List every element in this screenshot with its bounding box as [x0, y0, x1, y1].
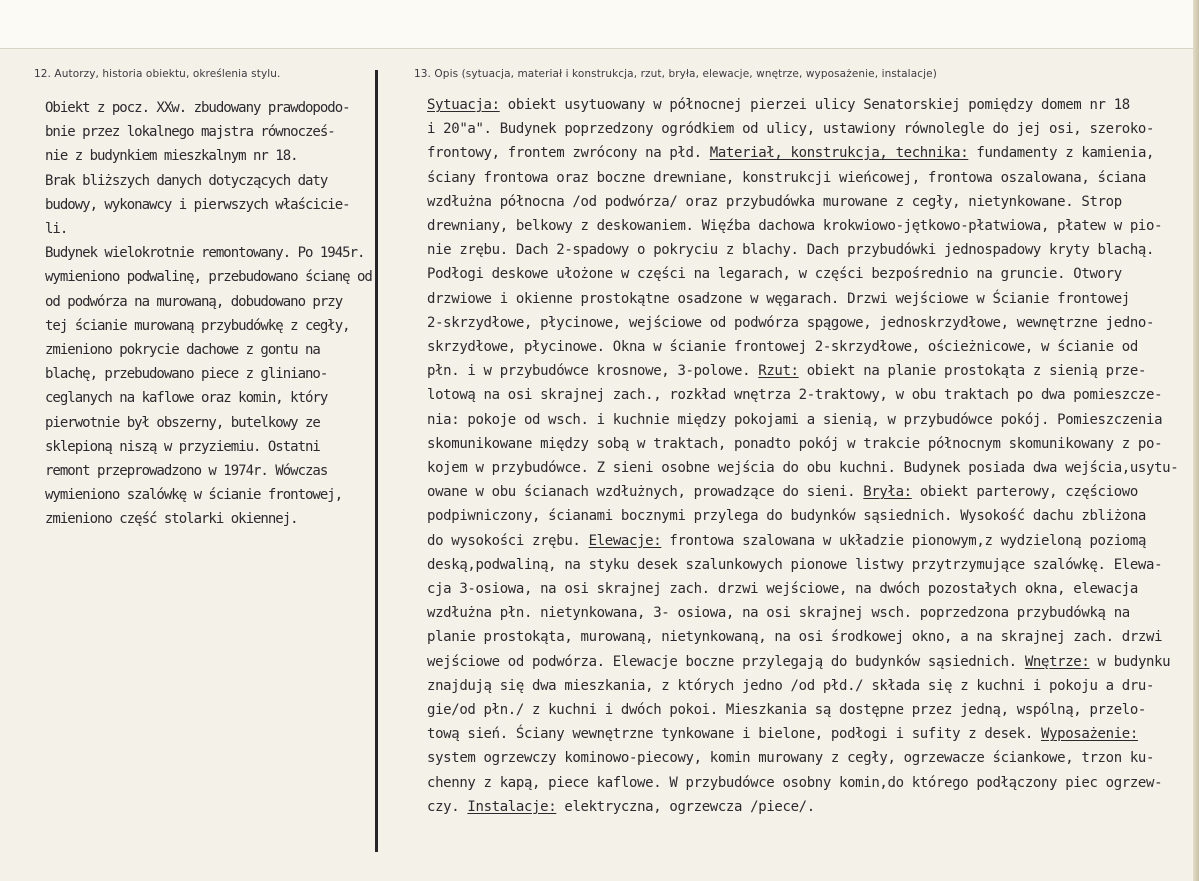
description-text-run: kojem w przybudówce. Z sieni osobne wejścia do obu kuchni. Budynek posiada dwa wejścia,usytu-: [427, 460, 1179, 477]
history-line: Obiekt z pocz. XXw. zbudowany prawdopodo-: [45, 100, 350, 116]
description-line: [427, 480, 1178, 504]
paper-right-edge: [1193, 0, 1199, 881]
description-line: [427, 383, 1178, 407]
description-text-run: wzdłużna płn. nietynkowana, 3- osiowa, na osi skrajnej wsch. poprzedzona przybudówką na: [427, 605, 1130, 622]
history-line: zmieniono pokrycie dachowe z gontu na: [45, 342, 320, 359]
description-text-run: planie prostokąta, murowaną, nietynkowaną, na osi środkowej okno, a na skrajnej zach. drzwi: [427, 629, 1163, 646]
history-line: wymieniono szalówkę w ścianie frontowej,: [45, 487, 343, 504]
history-line: remont przeprowadzono w 1974r. Wówczas: [45, 463, 328, 480]
description-line: [427, 432, 1178, 456]
section-heading: Rzut:: [758, 363, 799, 380]
description-text-run: podpiwniczony, ścianami bocznymi przylega do budynków sąsiednich. Wysokość dachu zbliżona: [427, 508, 1147, 525]
description-line: [427, 190, 1178, 214]
description-text-run: frontowy, frontem zwrócony na płd.: [427, 145, 710, 162]
description-text-run: owane w obu ścianach wzdłużnych, prowadzące do sieni.: [427, 484, 864, 501]
description-line: [427, 746, 1178, 770]
section-13-header: 13. Opis (sytuacja, materiał i konstrukcja, rzut, bryła, elewacje, wnętrze, wyposażenie, instalacje): [414, 68, 937, 80]
section-heading: Instalacje:: [467, 798, 557, 815]
description-line: [427, 359, 1178, 383]
description-text-run: obiekt na planie prostokąta z sienią prze-: [798, 363, 1147, 380]
section-heading: Bryła:: [863, 484, 912, 501]
history-line: zmieniono część stolarki okiennej.: [45, 511, 298, 528]
history-line: budowy, wykonawcy i pierwszych właścicie-: [45, 196, 350, 213]
description-text-run: skomunikowane między sobą w traktach, ponadto pokój w trakcie północnym skomunikowany z po-: [427, 435, 1163, 452]
description-text-run: frontowa szalowana w układzie pionowym,z wydzieloną poziomą: [661, 532, 1147, 549]
description-line: [427, 287, 1178, 311]
description-text-run: obiekt parterowy, częściowo: [911, 484, 1138, 501]
history-line: wymieniono podwalinę, przebudowano ścianę od: [45, 269, 372, 286]
paper-top-edge: [0, 0, 1199, 49]
history-line: ceglanych na kaflowe oraz komin, który: [45, 390, 328, 407]
description-text-run: ściany frontowa oraz boczne drewniane, konstrukcji wieńcowej, frontowa oszalowana, ściana: [427, 169, 1147, 186]
section-heading: Elewacje:: [588, 532, 662, 549]
description-line: [427, 335, 1178, 359]
description-line: [427, 771, 1178, 795]
column-divider: [375, 70, 378, 852]
section-heading: Materiał, konstrukcja, technika:: [709, 145, 969, 162]
description-text-run: chenny z kapą, piece kaflowe. W przybudówce osobny komin,do którego podłączony piec ogrzew-: [427, 774, 1163, 791]
description-line: [427, 238, 1178, 262]
history-line: pierwotnie był obszerny, butelkowy ze: [45, 414, 320, 431]
description-line: [427, 577, 1178, 601]
description-line: [427, 601, 1178, 625]
section-heading: Sytuacja:: [427, 97, 500, 113]
history-line: Budynek wielokrotnie remontowany. Po 1945r.: [45, 245, 365, 262]
description-text-run: drewniany, belkowy z deskowaniem. Więźba dachowa krokwiowo-jętkowo-płatwiowa, płatew w pio-: [427, 218, 1163, 235]
history-line: blachę, przebudowano piece z gliniano-: [45, 366, 328, 383]
description-line: [427, 456, 1178, 480]
description-line: [427, 262, 1178, 286]
description-text: [427, 93, 1178, 819]
description-line: [427, 214, 1178, 238]
description-text-run: w budynku: [1089, 653, 1171, 670]
description-line: [427, 117, 1178, 141]
description-line: [427, 166, 1178, 190]
description-line: [427, 504, 1178, 528]
history-line: nie z budynkiem mieszkalnym nr 18.: [45, 148, 298, 165]
description-text-run: system ogrzewczy kominowo-piecowy, komin murowany z cegły, ogrzewacze ściankowe, trzon ku-: [427, 750, 1155, 767]
section-heading: Wnętrze:: [1024, 653, 1090, 670]
description-text-run: lotową na osi skrajnej zach., rozkład wnętrza 2-traktowy, w obu traktach po dwa pomieszcze-: [427, 387, 1163, 404]
description-text-run: nie zrębu. Dach 2-spadowy o pokryciu z blachy. Dach przybudówki jednospadowy kryty blachą.: [427, 242, 1155, 259]
description-line: [427, 141, 1178, 165]
description-text-run: Podłogi deskowe ułożone w części na legarach, w części bezpośrednio na gruncie. Otwory: [427, 266, 1122, 283]
description-line: [427, 529, 1178, 553]
section-heading: Wyposażenie:: [1040, 726, 1138, 743]
description-text-run: deską,podwaliną, na styku desek szalunkowych pionowe listwy przytrzymujące szalówkę. Elewa-: [427, 556, 1163, 573]
description-text-run: wzdłużna północna /od podwórza/ oraz przybudówka murowane z cegły, nietynkowane. Strop: [427, 193, 1122, 210]
description-text-run: do wysokości zrębu.: [427, 532, 589, 549]
history-line: Brak bliższych danych dotyczących daty: [45, 172, 328, 189]
description-text-run: elektryczna, ogrzewcza /piece/.: [556, 798, 815, 815]
description-line: [427, 93, 1178, 117]
section-12-header: 12. Autorzy, historia obiektu, określenia stylu.: [34, 68, 281, 80]
description-line: [427, 674, 1178, 698]
description-line: [427, 408, 1178, 432]
description-text-run: gie/od płn./ z kuchni i dwóch pokoi. Mieszkania są dostępne przez jedną, wspólną, przelo-: [427, 702, 1147, 719]
history-line: tej ścianie murowaną przybudówkę z cegły,: [45, 317, 350, 334]
history-line: bnie przez lokalnego majstra równocześ-: [45, 124, 335, 141]
description-text-run: cja 3-osiowa, na osi skrajnej zach. drzwi wejściowe, na dwóch pozostałych okna, elewacja: [427, 581, 1138, 598]
description-text-run: płn. i w przybudówce krosnowe, 3-polowe.: [427, 363, 759, 380]
history-line: li.: [45, 221, 68, 238]
description-line: [427, 795, 1178, 819]
description-line: [427, 698, 1178, 722]
history-text: [45, 96, 372, 532]
description-text-run: i 20"a". Budynek poprzedzony ogródkiem od ulicy, ustawiony równolegle do jej osi, szeroko-: [427, 121, 1155, 138]
description-line: [427, 311, 1178, 335]
description-text-run: fundamenty z kamienia,: [968, 145, 1155, 162]
description-text-run: skrzydłowe, płycinowe. Okna w ścianie frontowej 2-skrzydłowe, ościeżnicowe, w ścianie od: [427, 339, 1138, 356]
description-line: [427, 722, 1178, 746]
description-line: [427, 553, 1178, 577]
description-text-run: tową sień. Ściany wewnętrzne tynkowane i bielone, podłogi i sufity z desek.: [427, 726, 1041, 743]
description-text-run: obiekt usytuowany w północnej pierzei ulicy Senatorskiej pomiędzy domem nr 18: [499, 97, 1130, 113]
description-text-run: 2-skrzydłowe, płycinowe, wejściowe od podwórza spągowe, jednoskrzydłowe, wewnętrzne jedno-: [427, 314, 1155, 331]
description-text-run: wejściowe od podwórza. Elewacje boczne przylegają do budynków sąsiednich.: [427, 653, 1025, 670]
description-text-run: nia: pokoje od wsch. i kuchnie między pokojami a sienią, w przybudówce pokój. Pomieszczenia: [427, 411, 1163, 428]
description-text-run: znajdują się dwa mieszkania, z których jedno /od płd./ składa się z kuchni i pokoju a dru-: [427, 677, 1155, 694]
history-line: od podwórza na murowaną, dobudowano przy: [45, 293, 343, 310]
description-line: [427, 650, 1178, 674]
description-text-run: drzwiowe i okienne prostokątne osadzone w węgarach. Drzwi wejściowe w Ścianie frontowej: [427, 290, 1130, 307]
description-line: [427, 625, 1178, 649]
history-line: sklepioną niszą w przyziemiu. Ostatni: [45, 438, 320, 455]
description-text-run: czy.: [427, 798, 468, 815]
